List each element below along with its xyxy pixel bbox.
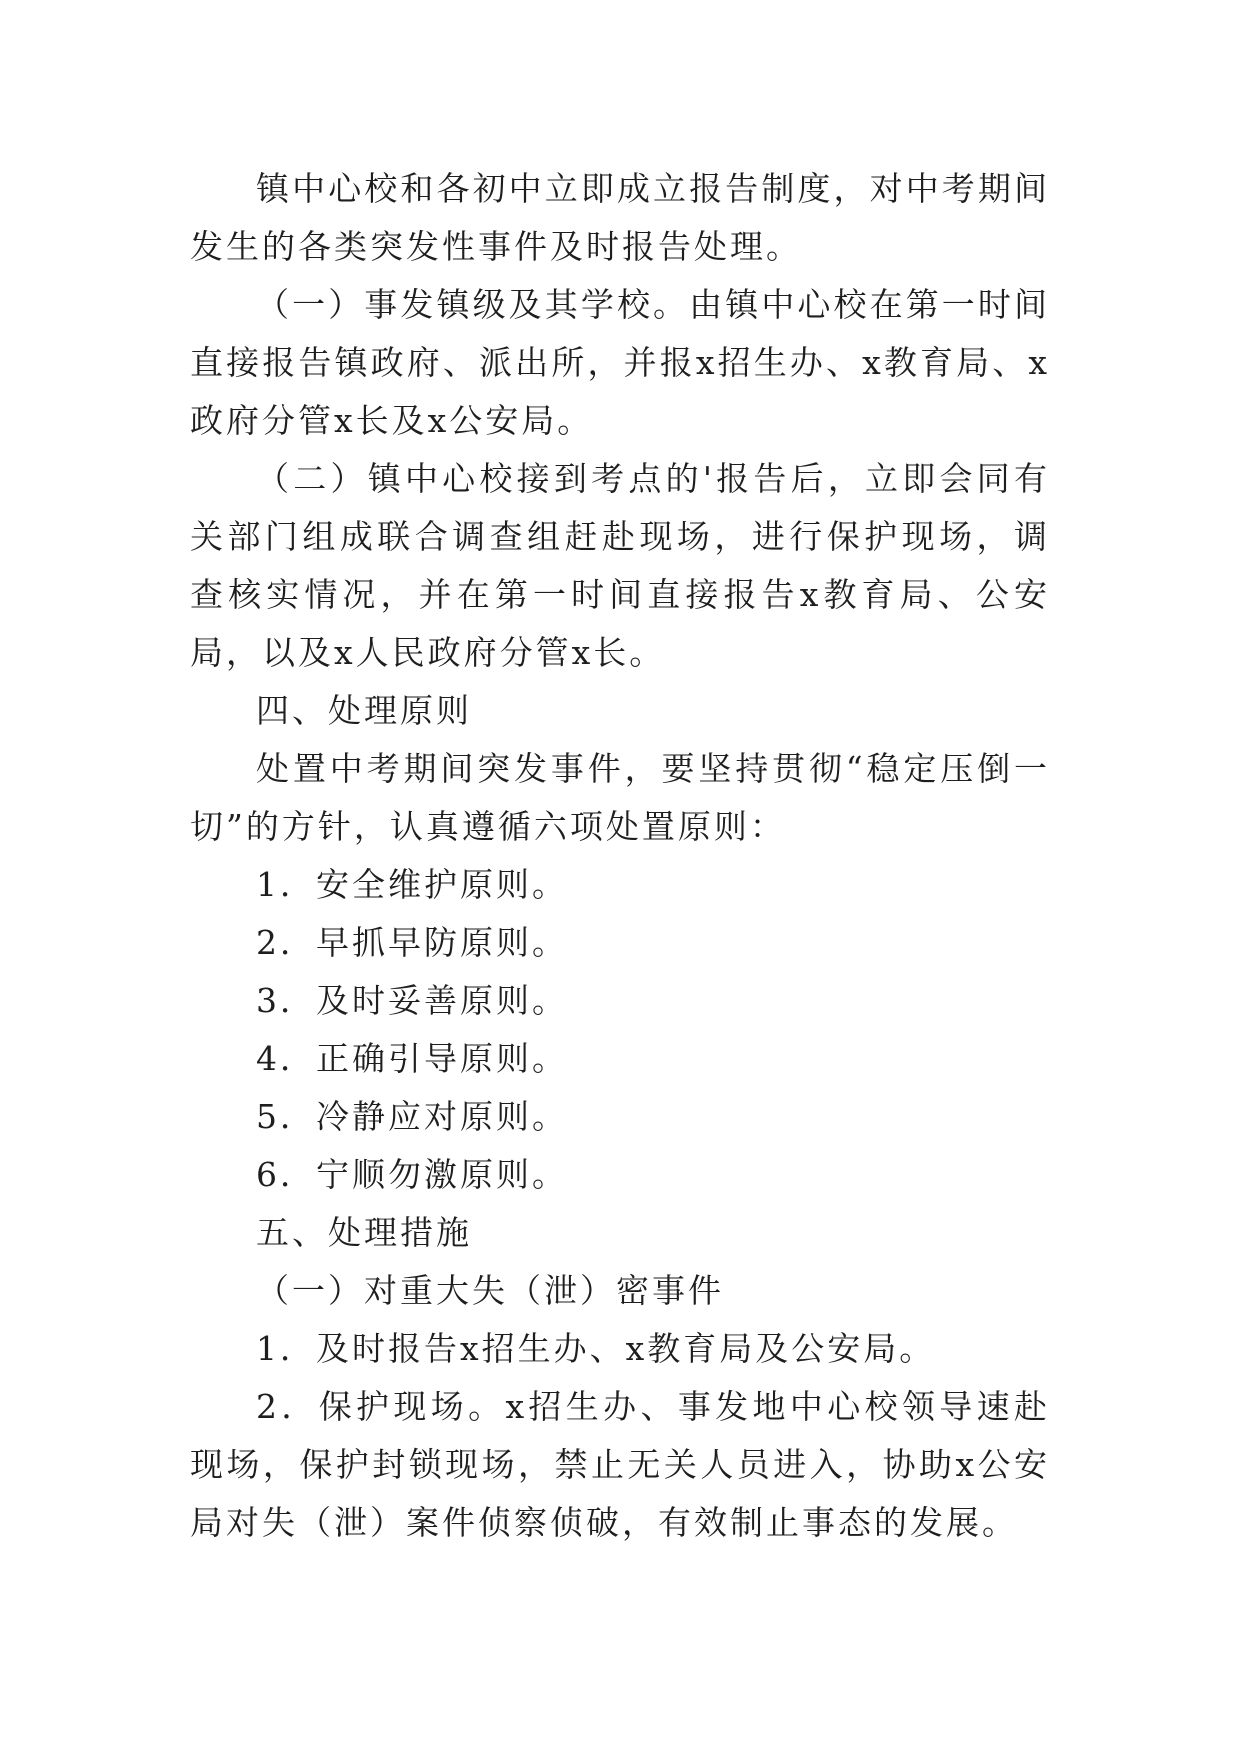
paragraph-joint-investigation: （二）镇中心校接到考点的'报告后，立即会同有关部门组成联合调查组赶赴现场，进行保护现场，调查核实情况，并在第一时间直接报告x教育局、公安局，以及x人民政府分管x长。 — [190, 459, 1050, 672]
principle-item: 3．及时妥善原则。 — [256, 981, 568, 1020]
principle-item: 4．正确引导原则。 — [256, 1039, 568, 1078]
section-five-sub-heading: （一）对重大失（泄）密事件 — [256, 1271, 724, 1310]
section-four-heading: 四、处理原则 — [256, 691, 472, 730]
principle-item: 2．早抓早防原则。 — [256, 923, 568, 962]
section-five-heading: 五、处理措施 — [256, 1213, 472, 1252]
paragraph-reporting-system: 镇中心校和各初中立即成立报告制度，对中考期间发生的各类突发性事件及时报告处理。 — [190, 169, 1050, 266]
measure-item: 1．及时报告x招生办、x教育局及公安局。 — [256, 1329, 936, 1368]
measure-item: 2．保护现场。x招生办、事发地中心校领导速赴现场，保护封锁现场，禁止无关人员进入，协助x公安局对失（泄）案件侦察侦破，有效制止事态的发展。 — [190, 1387, 1050, 1542]
principle-item: 1．安全维护原则。 — [256, 865, 568, 904]
principle-item: 6．宁顺勿激原则。 — [256, 1155, 568, 1194]
principle-item: 5．冷静应对原则。 — [256, 1097, 568, 1136]
document-body — [190, 160, 1050, 1552]
section-four-intro: 处置中考期间突发事件，要坚持贯彻“稳定压倒一切”的方针，认真遵循六项处置原则： — [190, 749, 1050, 846]
paragraph-town-level: （一）事发镇级及其学校。由镇中心校在第一时间直接报告镇政府、派出所，并报x招生办、x教育局、x政府分管x长及x公安局。 — [190, 285, 1050, 440]
